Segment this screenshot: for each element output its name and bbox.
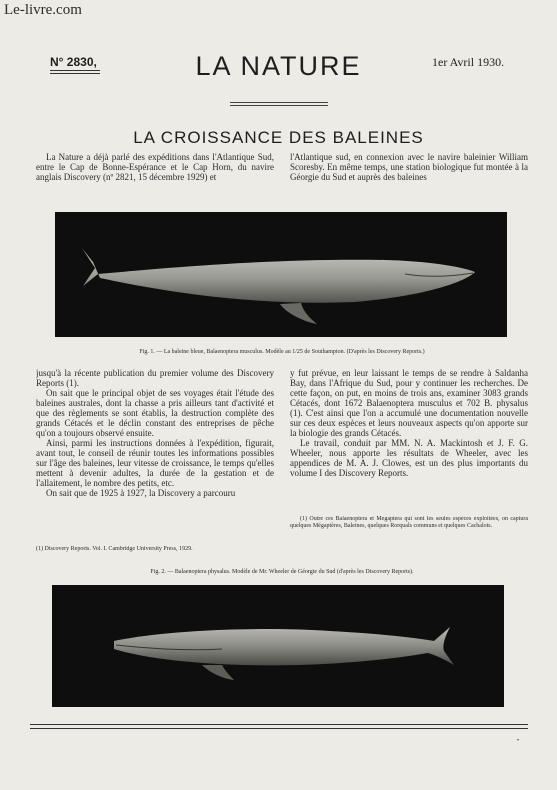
paragraph: On sait que de 1925 à 1927, la Discovery a parcouru bbox=[46, 488, 236, 498]
main-column-left bbox=[36, 368, 274, 543]
intro-paragraph-left: La Nature a déjà parlé des expéditions dans l'Atlantique Sud, entre le Cap de Bonne-Espérance et le Cap Horn, du navire anglais Discovery (nº 2821, 15 décembre 1929) et bbox=[36, 152, 274, 182]
paragraph: y fut prévue, en leur laissant le temps de se rendre à Saldanha Bay, dans l'Afrique du Sud, pour y continuer les recherches. De cette façon, on put, en moins de trois ans, examiner 3083 grands Cétacés, dont 1672 Balaenoptera musculus et 702 B. physalus (1). C'est ainsi que l'on a accumulé une documentation nouvelle sur ces deux espèces et leurs nouveaux aspects qu'on apporte sur la biologie des grands Cétacés. bbox=[290, 368, 528, 438]
footnote: (1) Outre ces Balaenoptera et Megaptera qui sont les seules espèces exploitées, on captura quelques Mégaptères, Baleines, quelques Rorquals communs et quelques Cachalots. bbox=[290, 516, 528, 529]
figure-2-caption: Fig. 2. — Balaenoptera physalus. Modèle de Mr. Wheeler de Géorgie du Sud (d'après les Discovery Reports). bbox=[150, 569, 414, 575]
footer-rule bbox=[30, 724, 528, 725]
header-rule bbox=[230, 105, 328, 106]
figure-1-photo bbox=[55, 212, 507, 337]
main-column-right bbox=[290, 368, 528, 508]
site-watermark: Le-livre.com bbox=[4, 2, 82, 18]
paragraph: Ainsi, parmi les instructions données à l'expédition, figurait, avant tout, le conseil de réunir toutes les informations possibles sur l'âge des baleines, leur vitesse de croissance, le temps qu'elles mettent à devenir adultes, la durée de la gestation et de l'allaitement, le nombre des petits, etc. bbox=[36, 438, 274, 488]
intro-paragraph-right: l'Atlantique sud, en connexion avec le navire baleinier William Scoresby. En même temps, une station biologique fut montée à la Géorgie du Sud et auprès des baleines bbox=[290, 152, 528, 182]
figure-2-photo bbox=[52, 585, 504, 707]
page-mark: • bbox=[517, 738, 520, 744]
footnote: (1) Discovery Reports. Vol. I. Cambridge University Press, 1929. bbox=[36, 546, 193, 552]
intro-column-left bbox=[36, 152, 274, 202]
footer-rule bbox=[30, 728, 528, 729]
header-rule bbox=[230, 102, 328, 103]
footnote-left bbox=[36, 546, 274, 556]
intro-column-right bbox=[290, 152, 528, 202]
issue-number: N° 2830, bbox=[50, 55, 97, 69]
whale-model-image bbox=[55, 212, 507, 337]
footnote-right bbox=[290, 516, 528, 552]
paragraph: jusqu'à la récente publication du premier volume des Discovery Reports (1). bbox=[36, 368, 274, 388]
masthead-title: LA NATURE bbox=[195, 51, 362, 81]
article-title: LA CROISSANCE DES BALEINES bbox=[133, 128, 424, 147]
issue-date: 1er Avril 1930. bbox=[432, 55, 505, 69]
paragraph: On sait que le principal objet de ses voyages était l'étude des baleines australes, dont la chasse a pris ailleurs tant d'activité et que des règlements se sont établis, la destruction complète des grands Cétacés et le déclin constant des entreprises de pêche qu'on a toujours observé ensuite. bbox=[36, 388, 274, 438]
figure-1-caption: Fig. 1. — La baleine bleue, Balaenoptera musculus. Modèle au 1/25 de Southampton. (D'après les Discovery Reports.) bbox=[139, 349, 425, 355]
whale-model-image bbox=[52, 585, 504, 707]
paragraph: Le travail, conduit par MM. N. A. Mackintosh et J. F. G. Wheeler, nous apporte les résultats de Wheeler, avec les appendices de M. A. J. Clowes, est un des plus importants du volume I des Discovery Reports. bbox=[290, 438, 528, 478]
